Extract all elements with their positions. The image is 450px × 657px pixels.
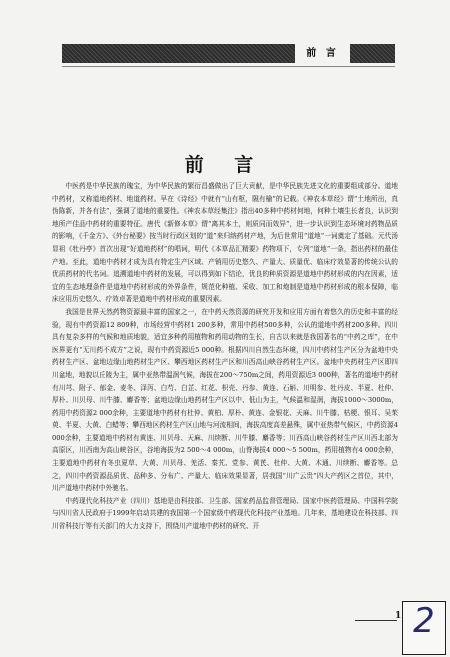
handwritten-page-mark: 2 [413, 601, 435, 641]
body-text [52, 180, 398, 533]
page-number-rule [355, 620, 397, 621]
header-rule [62, 66, 395, 67]
paragraph-3: 中药现代化科技产业（四川）基地是由科技部、卫生部、国家药品监督管理局、国家中医药管理局、中国科学院与四川省人民政府于1999年启动共建的我国第一个国家级中药现代化科技产业基地。几年来，基地建设在科技部、四川省科技厅等有关部门的大力支持下，围绕川产道地中药材的研究、开 [52, 496, 398, 531]
paragraph-1: 中医药是中华民族的瑰宝，为中华民族的繁衍昌盛做出了巨大贡献，是中华民族先进文化的重要组成部分。道地中药材，又称道地药材、地道药材。早在《诗经》中就有“山有枢，隰有榆”的记载。《神农本草经》谓“土地所出，真伪陈新，并各有法”，强调了道地的重要性。《神农本草经集注》指出40多种中药材何地，何种土壤生长者良，认识到地所产佳品中药材的重要特征。唐代《新修本草》谓“离其本土，则质同而效异”，进一步认识到生态环境对药物品质的影响，《千金方》、《外台秘要》按当时行政区划的“道”来归纳药材产地，为后世常用“道地”一词奠定了基础。元代汤显祖《牡丹亭》首次出现“好道地药材”的唱词，明代《本草品汇精要》药物项下，专列“道地”一条，指出药材的最佳产地。至此，道地中药材才成为具有特定生产区域、产销用历史悠久、产量大、质量优、临床疗效显著的传统公认的优质药材的代名词。追溯道地中药材的发展，可以得到如下结论，优良的种质资源是道地中药材形成的内在因素，适宜的生态地理条件是道地中药材形成的外界条件，规范化种植、采收、加工和炮制是道地中药材形成的根本保障，临床应用历史悠久、疗效卓著是道地中药材形成的重要因素。 [52, 182, 398, 304]
header-section-label: 前 言 [295, 44, 350, 63]
page-title: 前 言 [184, 154, 266, 176]
paragraph-2: 我国是世界天然药物资源最丰富的国家之一，在中药天然资源的研究开发和应用方面有着悠久的历史和丰富的经验，现有中药资源12 809种，市场经营中药材1 200多种，常用中药材500多种，公认的道地中药材200多种。四川具有复杂多样的气候和地质地貌，适宜多种药用植物和药用动物的生长，自古以来就是我国著名的“中药之库”，在中医界更有“无川药不成方”之说，现有中药资源近5 000种。根据四川自然生态环境，四川中药材生产区分为盆地中央药材生产区、盆地边缘山地药材生产区、攀西地区药材生产区和川西高山峡谷药材生产区。盆地中央药材生产区即四川盆地，地貌以丘陵为主，属中亚热带温润气候，海拔在200～750m之间，药用资源近3 000种，著名的道地中药材有川芎、附子、郁金、麦冬、泽泻、白芍、白芷、红花、枳壳、丹参、黄连、石斛、川明参、牡丹皮、半夏、杜仲、厚朴、川贝母、川牛膝、麝香等；盆地边缘山地药材生产区以中、低山为主，气候温和湿润，海拔1000～3000m，药用中药资源2 000余种，主要道地中药材有杜仲、黄柏、厚朴、黄连、金银花、天麻、川牛膝、枯梗、银耳、吴茱萸、半夏、大黄、白蜡等；攀西地区药材生产区山地与河流相间，海拔高度高差悬殊，属中亚热带气候区，中药资源4 000余种，主要道地中药材有黄连、川贝母、天麻、川续断、川牛膝、麝香等；川西高山峡谷药材生产区川西北部为高原区，川西南为高山峡谷区，谷地海拔为2 500～4 000m，山脊海拔4 000～5 500m，药用植物有4 000余种，主要道地中药材有冬虫夏草、大黄、川贝母、羌活、秦艽、党参、黄芪、杜仲、大黄、木通、川续断、麝香等。总之，四川中药资源品质优、品种多、分布广、产量大、临床效果显著，居我国“川广云贵”四大产药区之首位，其中，川产道地中药材中外驰名。 [52, 307, 398, 493]
page-number: 1 [395, 611, 402, 621]
